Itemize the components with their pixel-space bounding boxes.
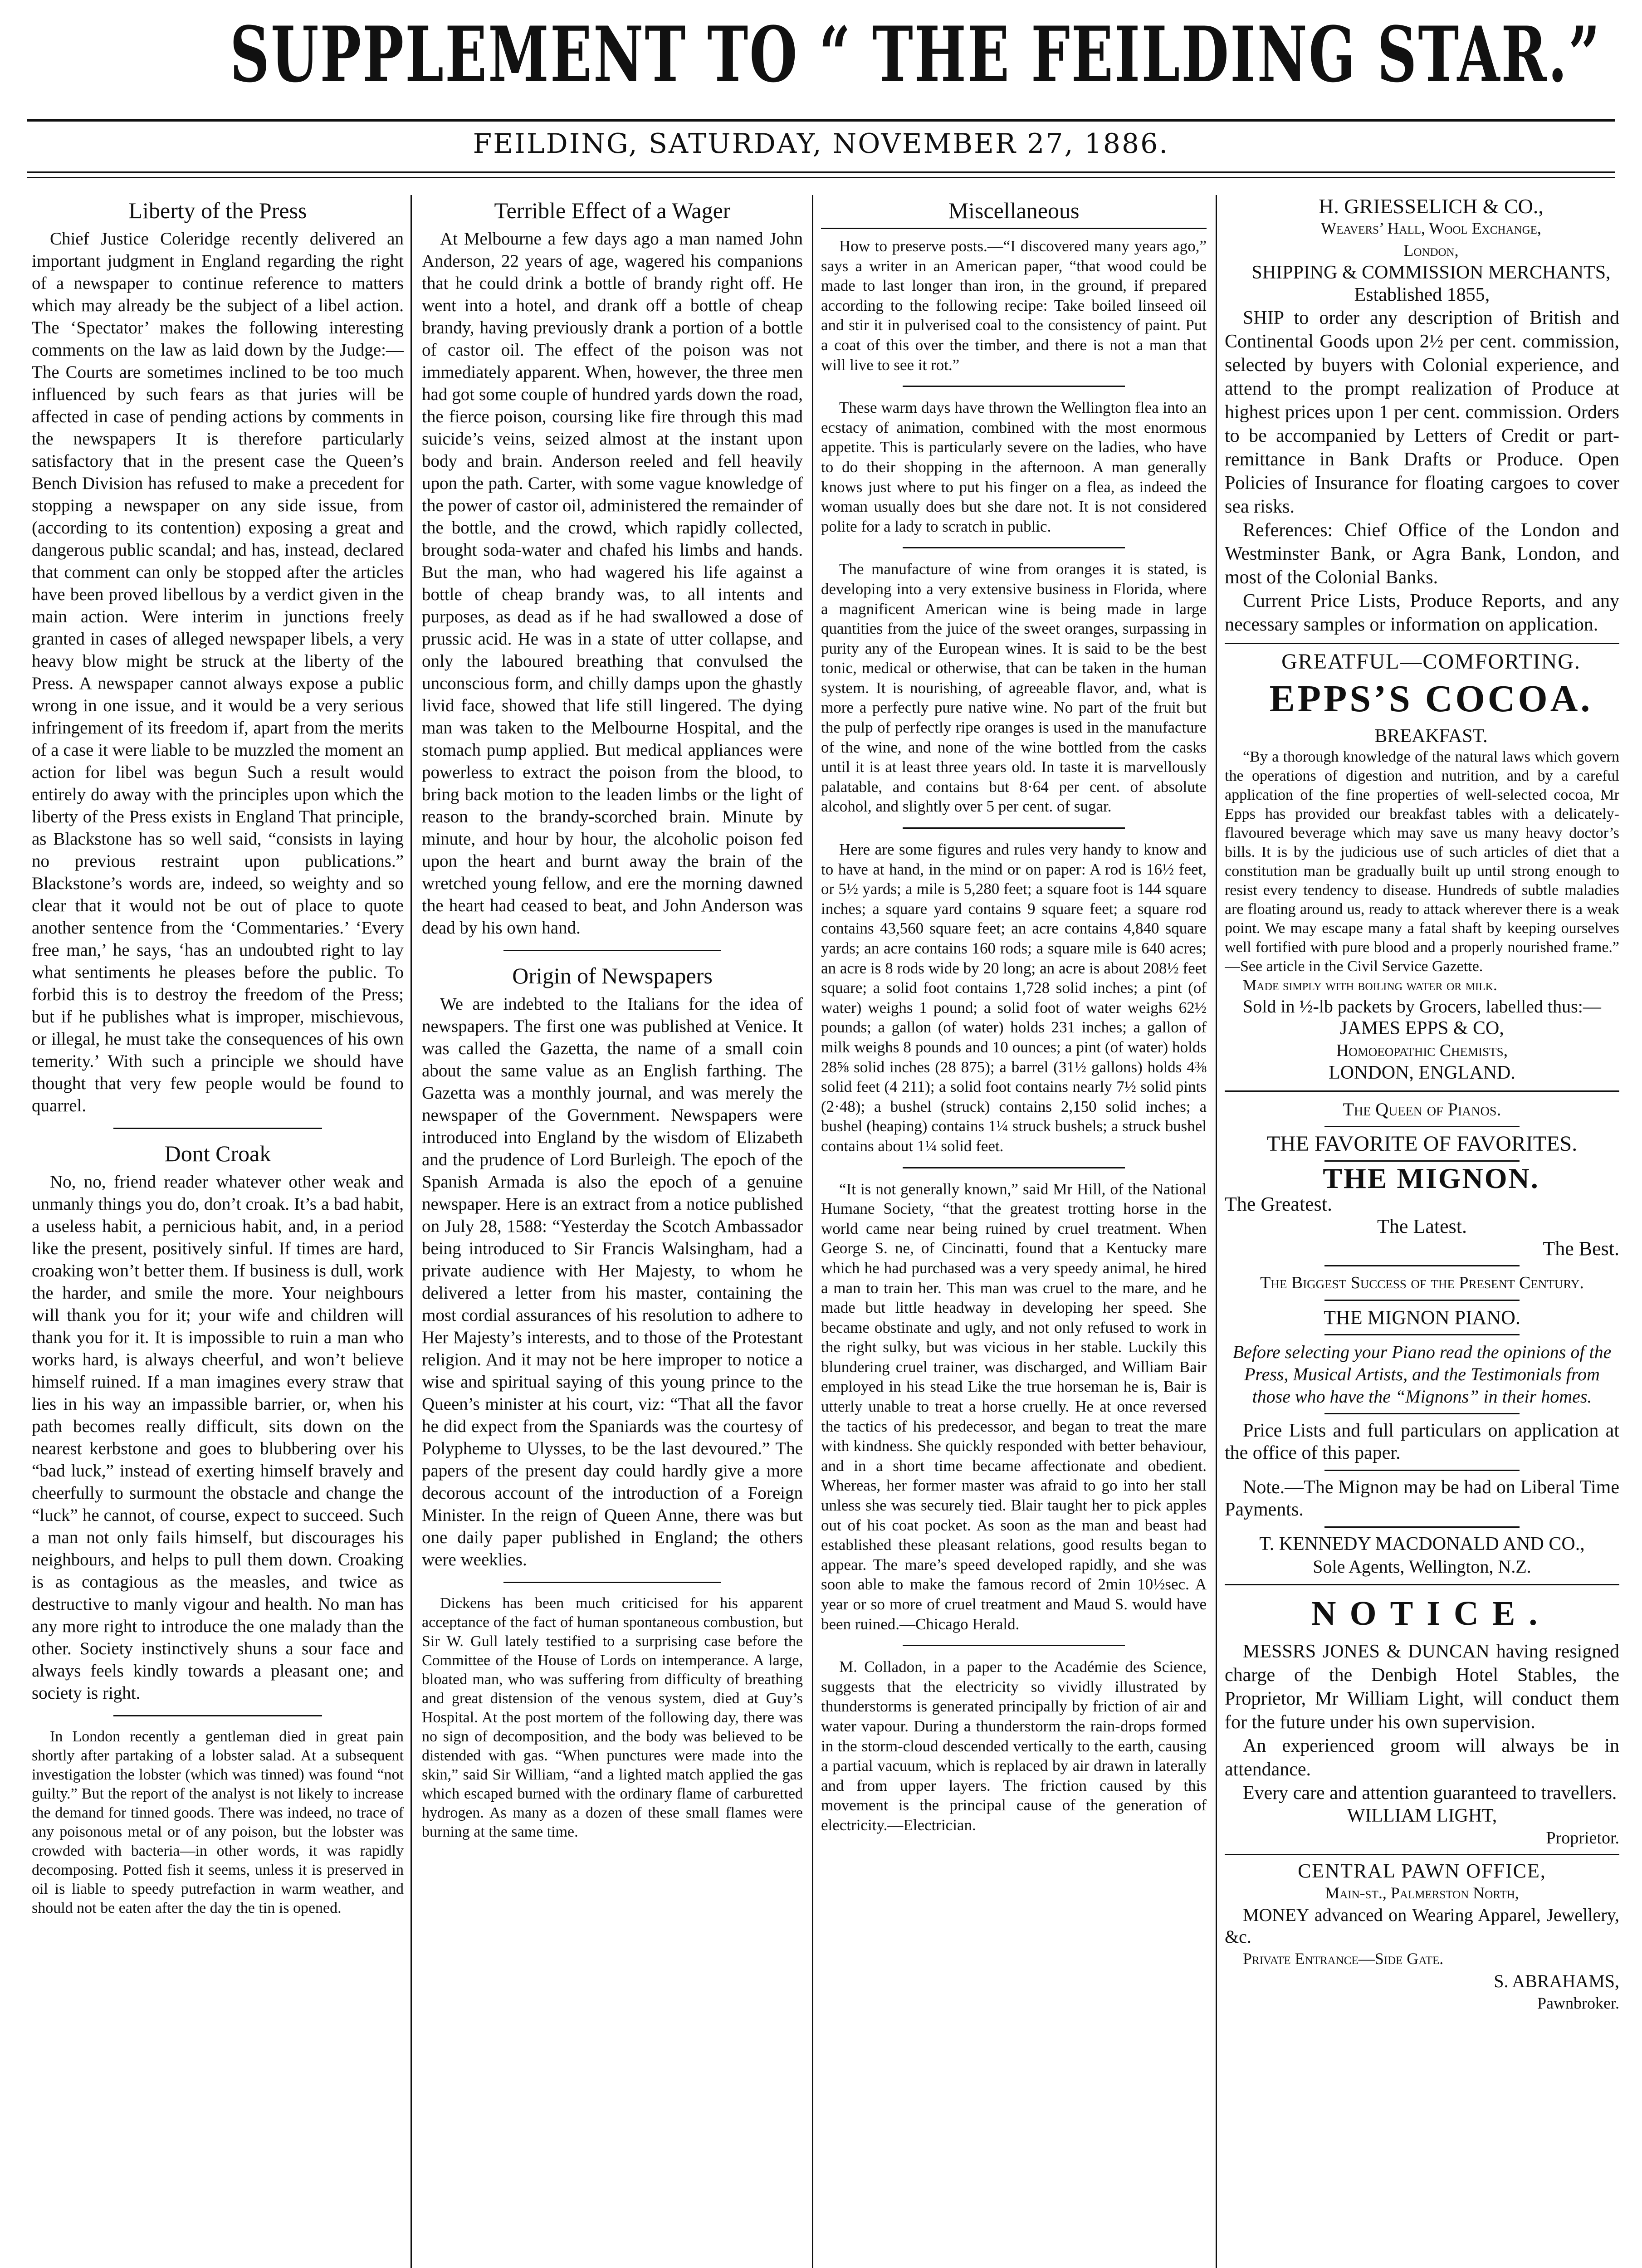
- ad-epps-cocoa: [1225, 650, 1619, 1084]
- ad-griesselich-references: References: Chief Office of the London and Westminster Bank, or Agra Bank, London, and most of the Colonial Banks.: [1225, 520, 1619, 588]
- ad-mignon-agent-location: Sole Agents, Wellington, N.Z.: [1313, 1556, 1531, 1577]
- newspaper-title: SUPPLEMENT TO “ THE FEILDING STAR.”: [230, 10, 1602, 99]
- ad-central-pawn: [1225, 1860, 1619, 2014]
- article-divider: [503, 950, 721, 951]
- masthead-rule-bottom: [27, 171, 1615, 173]
- column-divider-2: [812, 195, 813, 2268]
- ad-notice-name: WILLIAM LIGHT,: [1347, 1805, 1497, 1826]
- ad-notice-stables: [1225, 1592, 1619, 1849]
- ad-notice-groom: An experienced groom will always be in attendance.: [1225, 1735, 1619, 1780]
- ad-griesselich: [1225, 195, 1619, 636]
- misc-paragraph-electricity: M. Colladon, in a paper to the Académie des Science, suggests that the electricity so vividly illustrated by thunderstorms is generated principally by friction of air and water vapour. During a thunderstorm the rain-drops formed in the storm-cloud descended vertically to the earth, causing a partial vacuum, which is replaced by air drawn in laterally and from upper layers. The friction caused by this movement is the principal cause of the generation of electricity.—Electrician.: [821, 1658, 1207, 1834]
- article-title-origin-newspapers: Origin of Newspapers: [512, 963, 713, 988]
- ad-mignon-best: The Best.: [1543, 1237, 1619, 1260]
- ad-epps-location: LONDON, ENGLAND.: [1329, 1062, 1515, 1083]
- ad-epps-breakfast: BREAKFAST.: [1374, 726, 1488, 747]
- column-2: [422, 195, 803, 2268]
- ad-mignon-agent: T. KENNEDY MACDONALD AND CO.,: [1259, 1534, 1585, 1554]
- misc-paragraph-trotting-horse: “It is not generally known,” said Mr Hill, of the National Humane Society, “that the greatest trotting horse in the world came near being ruined by cruel treatment. When George S. ne, of Cincinatti, found that a Kentucky mare which he had purchased was a very speedy animal, he hired a man to train her. This man was cruel to the mare, and he made but little headway in developing her speed. She became obstinate and ugly, and not only refused to work in the right sulky, but was vicious in her stable. Luckily this blundering cruel trainer, was discharged, and William Bair employed in his stead Like the true horseman he is, Bair is utterly unable to treat a horse cruelly. He at once reversed the tactics of his predecessor, and began to treat the mare with kindness. She quickly responded with better behaviour, and in a short time became affectionate and obedient. Whereas, her former master was afraid to go into her stall unless she was securely tied. Blair taught her to pick apples out of his coat pocket. As soon as the man and beast had established these pleasant relations, good results began to appear. The mare’s speed developed rapidly, and she was soon able to make the famous record of 2min 10½sec. A year or so more of cruel treatment and Maud S. would have been ruined.—Chicago Herald.: [821, 1180, 1207, 1633]
- ad-griesselich-name: H. GRIESSELICH & CO.,: [1319, 195, 1544, 218]
- ad-mignon-favorite: THE FAVORITE OF FAVORITES.: [1266, 1132, 1578, 1156]
- ad-notice-proprietor: Proprietor.: [1546, 1828, 1619, 1848]
- ad-divider: [1324, 1413, 1520, 1414]
- article-title-miscellaneous: Miscellaneous: [948, 198, 1080, 223]
- ad-divider: [1225, 1090, 1619, 1092]
- article-title-liberty-press: Liberty of the Press: [128, 198, 307, 223]
- article-body-liberty-press: Chief Justice Coleridge recently delivered an important judgment in England regarding the right of a newspaper to continue reference to matters which may already be the subject of a libel action. The ‘Spectator’ makes the following interesting comments on the law as laid down by the Judge:—The Courts are sometimes inclined to be too much influenced by such fears as that juries will be affected in case of pending actions by comments in the newspapers It is therefore particularly satisfactory that in the present case the Queen’s Bench Division has refused to make a precedent for stopping a newspaper on any side issue, from (according to its contention) exposing a great and dangerous public scandal; and has, instead, declared that comment can only be stopped after the articles have been proved libellous by a verdict given in the main action. Were interim in junctions freely granted in cases of alleged newspaper libels, a very heavy blow might be struck at the liberty of the Press. A newspaper cannot always expose a public wrong in one issue, and it would be a very serious infringement of its freedom if, apart from the merits of a case it were liable to be muzzled the moment an action for libel was begun Such a result would entirely do away with the principles upon which the liberty of the Press exists in England That principle, as Blackstone has so well said, “consists in laying no previous restraint upon publications.” Blackstone’s words are, indeed, so weighty and so clear that it would not be out of place to quote another sentence from the ‘Commentaries.’ ‘Every free man,’ he says, ‘has an undoubted right to lay what sentiments he pleases before the public. To forbid this is to destroy the freedom of the Press; but if he publishes what is improper, mischievous, or illegal, he must take the consequences of his own temerity.’ With such a principle we should have thought that very few people would be found to quarrel.: [32, 229, 404, 1115]
- column-divider-1: [410, 195, 412, 2268]
- article-body-wager: At Melbourne a few days ago a man named John Anderson, 22 years of age, wagered his companions that he could drink a bottle of brandy right off. He went into a hotel, and drank off a bottle of cheap brandy, having previously drank a portion of a bottle of castor oil. The effect of the poison was not immediately apparent. When, however, the three men had got some couple of hundred yards down the road, the fierce poison, coursing like fire through this mad suicide’s veins, seized almost at the instant upon body and brain. Anderson reeled and fell heavily upon the path. Carter, with some vague knowledge of the power of castor oil, administered the remainder of the bottle, and the crowd, which rapidly collected, brought soda-water and chafed his limbs and hands. But the man, who had wagered his life against a bottle of cheap brandy was, to all intents and purposes, as dead as if he had swallowed a dose of prussic acid. He was in a state of utter collapse, and only the laboured breathing that convulsed the unconscious form, and chilly damps upon the ghastly livid face, showed that life still lingered. The dying man was taken to the Melbourne Hospital, and the stomach pump applied. But medical appliances were powerless to extract the poison from the blood, to bring back motion to the leaden limbs or the light of reason to the brandy-scorched brain. Minute by minute, and hour by hour, the alcoholic poison fed upon the heart and burnt away the brain of the wretched young fellow, and ere the morning dawned the heart had ceased to beat, and John Anderson was dead by his own hand.: [422, 229, 803, 938]
- article-body-combustion: Dickens has been much criticised for his apparent acceptance of the fact of human spontaneous combustion, but Sir W. Gull lately testified to a surprising case before the Committee of the House of Lords on intemperance. A large, bloated man, who was suffering from difficulty of breathing and great distension of the venous system, died at Guy’s Hospital. At the post mortem of the following day, there was no sign of decomposition, and the body was believed to be distended with gas. “When punctures were made into the skin,” said Sir William, “and a lighted match applied the gas which escaped burned with the ordinary flame of carburetted hydrogen. As many as a dozen of these small flames were burning at the same time.: [422, 1595, 803, 1840]
- ad-mignon-success: The Biggest Success of the Present Century.: [1260, 1273, 1584, 1292]
- article-divider: [903, 1645, 1125, 1646]
- masthead: [0, 0, 1642, 122]
- ad-epps-made: Made simply with boiling water or milk.: [1243, 977, 1497, 994]
- ad-divider: [1324, 1334, 1520, 1335]
- ad-divider: [1225, 1854, 1619, 1855]
- ad-divider: [1324, 1126, 1520, 1127]
- ad-pawn-body: MONEY advanced on Wearing Apparel, Jewellery, &c.: [1225, 1905, 1619, 1947]
- ad-divider: [1324, 1160, 1520, 1162]
- article-divider: [903, 386, 1125, 387]
- masthead-rule-top: [27, 119, 1615, 122]
- ad-epps-firm: JAMES EPPS & CO,: [1340, 1018, 1504, 1039]
- ad-pawn-address: Main-st., Palmerston North,: [1325, 1884, 1519, 1902]
- ad-pawn-role: Pawnbroker.: [1537, 1994, 1619, 2012]
- ad-divider: [1324, 1470, 1520, 1471]
- ad-mignon-title: THE MIGNON.: [1323, 1162, 1539, 1194]
- ad-notice-body: MESSRS JONES & DUNCAN having resigned charge of the Denbigh Hotel Stables, the Proprietor, Mr William Light, will conduct them for the future under his own supervision.: [1225, 1641, 1619, 1733]
- ad-griesselich-price-lists: Current Price Lists, Produce Reports, and any necessary samples or information on application.: [1225, 591, 1619, 635]
- ad-divider: [1225, 643, 1619, 644]
- ad-divider: [1225, 1584, 1619, 1585]
- article-title-wager: Terrible Effect of a Wager: [494, 198, 731, 223]
- ad-epps-chemists: Homoeopathic Chemists,: [1336, 1041, 1508, 1060]
- ad-notice-title: NOTICE.: [1311, 1594, 1551, 1633]
- article-body-dont-croak: No, no, friend reader whatever other weak and unmanly things you do, don’t croak. It’s a bad habit, a useless habit, a pernicious habit, and, in a period like the present, positively sinful. If times are hard, croaking won’t better them. If business is dull, work the harder, and smile the more. Your neighbours will thank you for it; your wife and children will thank you for it. It is impossible to ruin a man who works hard, is always cheerful, and won’t believe himself ruined. If a man imagines every straw that lies in his way an impassible barrier, or, when his path becomes really difficult, sits down on the nearest kerbstone and goes to blubbering over his “bad luck,” instead of exerting himself bravely and cheerfully to surmount the obstacle and change the “luck” he cannot, of course, expect to succeed. Such a man not only fails himself, but discourages his neighbours, and helps to pull them down. Croaking is as contagious as the measles, and twice as destructive to manly vigour and health. No man has any more right to introduce the one malady than the other. Society instinctively shuns a sour face and always feels kindly towards a pleasant one; and society is right.: [32, 1172, 404, 1703]
- ad-griesselich-city: London,: [1403, 241, 1459, 259]
- article-divider: [903, 1167, 1125, 1168]
- ad-notice-care: Every care and attention guaranteed to travellers.: [1243, 1783, 1617, 1804]
- article-body-lobster: In London recently a gentleman died in great pain shortly after partaking of a lobster salad. At a subsequent investigation the lobster (which was tinned) was found “not guilty.” But the report of the analyst is not likely to increase the demand for tinned goods. There was indeed, no trace of any poisonous metal or of any poison, but the lobster was crowded with bacteria—in other words, it was rapidly decomposing. Potted fish it seems, unless it is preserved in oil is liable to speedy putrefaction in warm weather, and should not be eaten after the day the tin is opened.: [32, 1728, 404, 1916]
- misc-paragraph-flea: These warm days have thrown the Wellington flea into an ecstacy of animation, combined with the most enormous appetite. This is particularly severe on the ladies, who have to do their shopping in the afternoon. A man generally knows just where to put his finger on a flea, as indeed the woman usually does but she dare not. It is not considered polite for a lady to scratch in public.: [821, 399, 1207, 535]
- misc-paragraph-orange-wine: The manufacture of wine from oranges it is stated, is developing into a very extensive business in Florida, where a magnificent American wine is being made in large quantities from the juice of the sweet oranges, surpassing in purity any of the European wines. It is said to be the best tonic, medical or otherwise, that can be taken in the human system. It is nourishing, of agreeable flavor, and, what is more a perfectly pure native wine. No part of the fruit but the pulp of perfectly ripe oranges is used in the manufacture of the wine, and none of the wine bottled from the casks until it is at least three years old. In taste it is marvellously palatable, and contains but 8·64 per cent. of absolute alcohol, and slightly over 5 per cent. of sugar.: [821, 560, 1207, 816]
- ad-epps-name: EPPS’S COCOA.: [1269, 678, 1593, 720]
- column-4-advertisements: [1225, 195, 1619, 2268]
- ad-epps-sold: Sold in ½-lb packets by Grocers, labelled thus:—: [1243, 996, 1601, 1017]
- article-divider: [821, 228, 1207, 229]
- ad-divider: [1324, 1300, 1520, 1301]
- ad-mignon-price-lists: Price Lists and full particulars on application at the office of this paper.: [1225, 1420, 1619, 1463]
- ad-mignon-note: Note.—The Mignon may be had on Liberal Time Payments.: [1225, 1477, 1619, 1520]
- article-divider: [903, 827, 1125, 829]
- ad-divider: [1324, 1526, 1520, 1528]
- article-body-origin-newspapers: We are indebted to the Italians for the idea of newspapers. The first one was published at Venice. It was called the Gazetta, the name of a small coin about the same value as an English farthing. The Gazetta was a monthly journal, and was merely the newspaper of the Government. Newspapers were introduced into England by the wisdom of Elizabeth and the prudence of Lord Burleigh. The epoch of the Spanish Armada is also the epoch of a genuine newspaper. Here is an extract from a notice published on July 28, 1588: “Yesterday the Scotch Ambassador being introduced to Sir Francis Walsingham, had a private audience with Her Majesty, to whom he delivered a letter from his master, containing the most cordial assurances of his resolution to adhere to Her Majesty’s interests, and to those of the Protestant religion. And it may not be here improper to notice a wise and spiritual saying of this young prince to the Queen’s minister at his court, viz: “That all the favor he did expect from the Spaniards was the courtesy of Polypheme to Ulysses, to be the last devoured.” The papers of the present day could hardly give a more decorous account of the introduction of a Foreign Minister. In the reign of Queen Anne, there was but one daily paper published in England; the others were weeklies.: [422, 994, 803, 1569]
- ad-pawn-name: CENTRAL PAWN OFFICE,: [1298, 1860, 1546, 1882]
- article-divider: [903, 547, 1125, 548]
- article-title-dont-croak: Dont Croak: [164, 1141, 271, 1166]
- article-divider: [113, 1128, 322, 1129]
- ad-divider: [1324, 1265, 1520, 1266]
- ad-pawn-owner: S. ABRAHAMS,: [1494, 1971, 1619, 1991]
- dateline: FEILDING, SATURDAY, NOVEMBER 27, 1886.: [473, 128, 1169, 160]
- misc-paragraph-posts: How to preserve posts.—“I discovered many years ago,” says a writer in an American paper, “that wood could be made to last longer than iron, in the ground, if prepared according to the following recipe: Take boiled linseed oil and stir it in pulverised coal to the consistency of paint. Put a coat of this over the timber, and there is not a man that will live to see it rot.”: [821, 237, 1207, 374]
- column-divider-3: [1216, 195, 1217, 2268]
- ad-pawn-private: Private Entrance—Side Gate.: [1243, 1950, 1444, 1968]
- column-1: [32, 195, 404, 2268]
- ad-mignon-latest: The Latest.: [1377, 1215, 1467, 1237]
- article-divider: [113, 1715, 322, 1716]
- ad-mignon-before: Before selecting your Piano read the opinions of the Press, Musical Artists, and the Testimonials from those who have the “Mignons” in their homes.: [1232, 1342, 1612, 1407]
- ad-mignon-greatest: The Greatest.: [1225, 1193, 1332, 1215]
- ad-epps-tagline: GREATFUL—COMFORTING.: [1281, 650, 1581, 674]
- masthead-rule-thin: [27, 177, 1615, 178]
- ad-epps-body: “By a thorough knowledge of the natural laws which govern the operations of digestion and nutrition, and by a careful application of the fine properties of well-selected cocoa, Mr Epps has provided our breakfast tables with a delicately-flavoured beverage which may save us many heavy doctor’s bills. It is by the judicious use of such articles of diet that a constitution man be gradually built up until strong enough to resist every tendency to disease. Hundreds of subtle maladies are floating around us, ready to attack wherever there is a weak point. We may escape many a fatal shaft by keeping ourselves well fortified with pure blood and a properly nourished frame.” —See article in the Civil Service Gazette.: [1225, 748, 1619, 975]
- ad-griesselich-body: SHIP to order any description of British and Continental Goods upon 2½ per cent. commission, selected by buyers with Colonial experience, and attend to the prompt realization of Produce at highest prices upon 1 per cent. commission. Orders to be accompanied by Letters of Credit or part-remittance in Bank Drafts or Produce. Open Policies of Insurance for floating cargoes to cover sea risks.: [1225, 308, 1619, 517]
- ad-griesselich-heading: SHIPPING & COMMISSION MERCHANTS, Established 1855,: [1251, 262, 1611, 305]
- column-3: [821, 195, 1207, 2268]
- ad-mignon-piano: [1225, 1098, 1619, 1578]
- ad-mignon-queen: The Queen of Pianos.: [1343, 1099, 1501, 1119]
- ad-mignon-piano-name: THE MIGNON PIANO.: [1324, 1306, 1520, 1329]
- misc-paragraph-figures: Here are some figures and rules very handy to know and to have at hand, in the mind or on paper: A rod is 16½ feet, or 5½ yards; a mile is 5,280 feet; a square foot is 144 square inches; a square yard contains 9 square feet; a square rod contains 43,560 square feet; an acre contains 4,840 square yards; an acre contains 160 rods; a square mile is 640 acres; an acre is 8 rods wide by 20 long; an acre is about 208½ feet square; a solid foot contains 1,728 solid inches; a pint (of water) weighs 1 pound; a solid foot of water weighs 62½ pounds; a gallon (of water) holds 231 inches; a gallon of milk weighs 8 pounds and 10 ounces; a pint (of water) holds 28⅝ solid inches (28 875); a barrel (31½ gallons) holds 4⅜ solid feet (4 211); a solid foot contains nearly 7½ solid pints (2·48); a bushel (struck) contains 2,150 solid inches; a bushel (heaping) contains 1¼ struck bushels; a struck bushel contains about 1¼ solid feet.: [821, 841, 1207, 1155]
- article-divider: [503, 1582, 721, 1583]
- ad-griesselich-address: Weavers’ Hall, Wool Exchange,: [1321, 219, 1541, 237]
